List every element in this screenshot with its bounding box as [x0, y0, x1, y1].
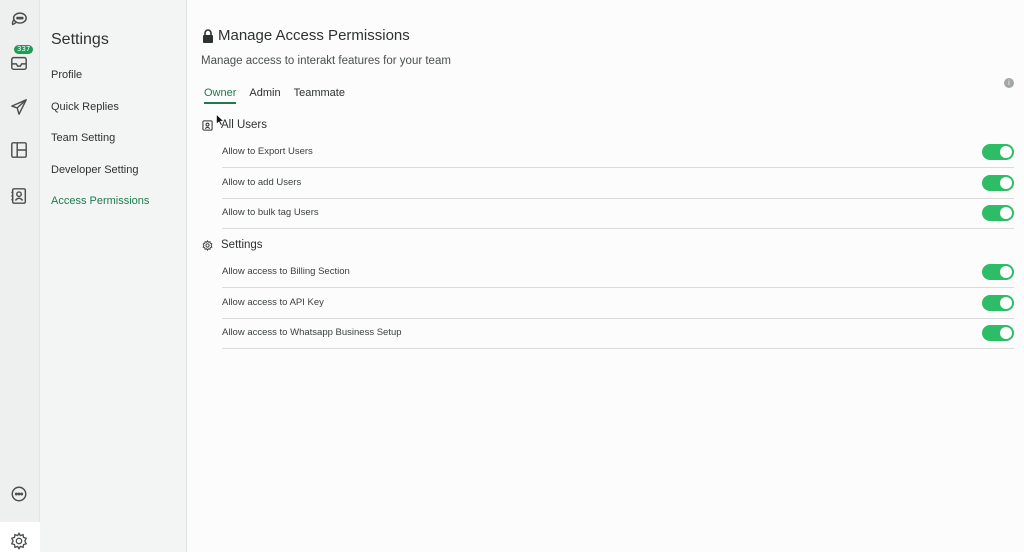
permission-row [222, 137, 1014, 168]
page-title-row [202, 27, 410, 44]
toggle-knob [1000, 266, 1012, 278]
nav-item-access-permissions[interactable]: Access Permissions [51, 195, 150, 207]
permission-row [222, 288, 1014, 319]
tab-teammate[interactable]: Teammate [293, 87, 345, 99]
lock-icon [202, 29, 214, 43]
permission-toggle[interactable] [982, 175, 1014, 191]
permission-row [222, 257, 1014, 288]
permission-toggle[interactable] [982, 264, 1014, 280]
toggle-knob [1000, 146, 1012, 158]
section-settings [202, 239, 263, 251]
toggle-knob [1000, 207, 1012, 219]
icon-rail [0, 0, 40, 552]
info-icon[interactable]: i [1004, 78, 1014, 88]
toggle-knob [1000, 177, 1012, 189]
mouse-cursor-icon [216, 114, 224, 126]
nav-item-team-setting[interactable]: Team Setting [51, 132, 116, 144]
inbox-badge: 337 [14, 45, 33, 54]
tab-admin[interactable]: Admin [249, 87, 281, 99]
page-subtitle: Manage access to interakt features for your team [201, 55, 451, 67]
permission-label: Allow to add Users [222, 177, 302, 188]
permission-label: Allow access to Billing Section [222, 266, 350, 277]
permission-toggle[interactable] [982, 295, 1014, 311]
nav-title: Settings [51, 31, 109, 48]
toggle-knob [1000, 327, 1012, 339]
permission-label: Allow access to Whatsapp Business Setup [222, 327, 402, 338]
page-title: Manage Access Permissions [218, 27, 410, 44]
permission-label: Allow access to API Key [222, 297, 324, 308]
nav-item-profile[interactable]: Profile [51, 69, 83, 81]
section-title: Settings [221, 239, 263, 251]
permission-row [222, 168, 1014, 199]
nav-item-quick-replies[interactable]: Quick Replies [51, 101, 119, 113]
chat-bubbles-icon[interactable] [8, 8, 30, 30]
permission-toggle[interactable] [982, 205, 1014, 221]
permission-row [222, 198, 1014, 229]
contacts-icon[interactable] [8, 185, 30, 207]
permission-label: Allow to bulk tag Users [222, 207, 319, 218]
chat-icon[interactable] [8, 483, 30, 505]
send-icon[interactable] [8, 96, 30, 118]
section-title: All Users [221, 119, 268, 131]
tab-owner[interactable]: Owner [204, 87, 236, 104]
layout-icon[interactable] [8, 139, 30, 161]
user-card-icon [202, 120, 213, 131]
gear-icon[interactable] [8, 530, 30, 552]
section-all-users [202, 119, 267, 131]
permission-label: Allow to Export Users [222, 146, 313, 157]
inbox-icon[interactable] [8, 45, 31, 74]
permission-toggle[interactable] [982, 144, 1014, 160]
toggle-knob [1000, 297, 1012, 309]
permission-toggle[interactable] [982, 325, 1014, 341]
main-content [188, 0, 1024, 552]
gear-icon [202, 240, 213, 251]
nav-item-developer-setting[interactable]: Developer Setting [51, 164, 139, 176]
permission-row [222, 318, 1014, 349]
role-tabs [204, 87, 345, 104]
settings-nav [40, 0, 187, 552]
